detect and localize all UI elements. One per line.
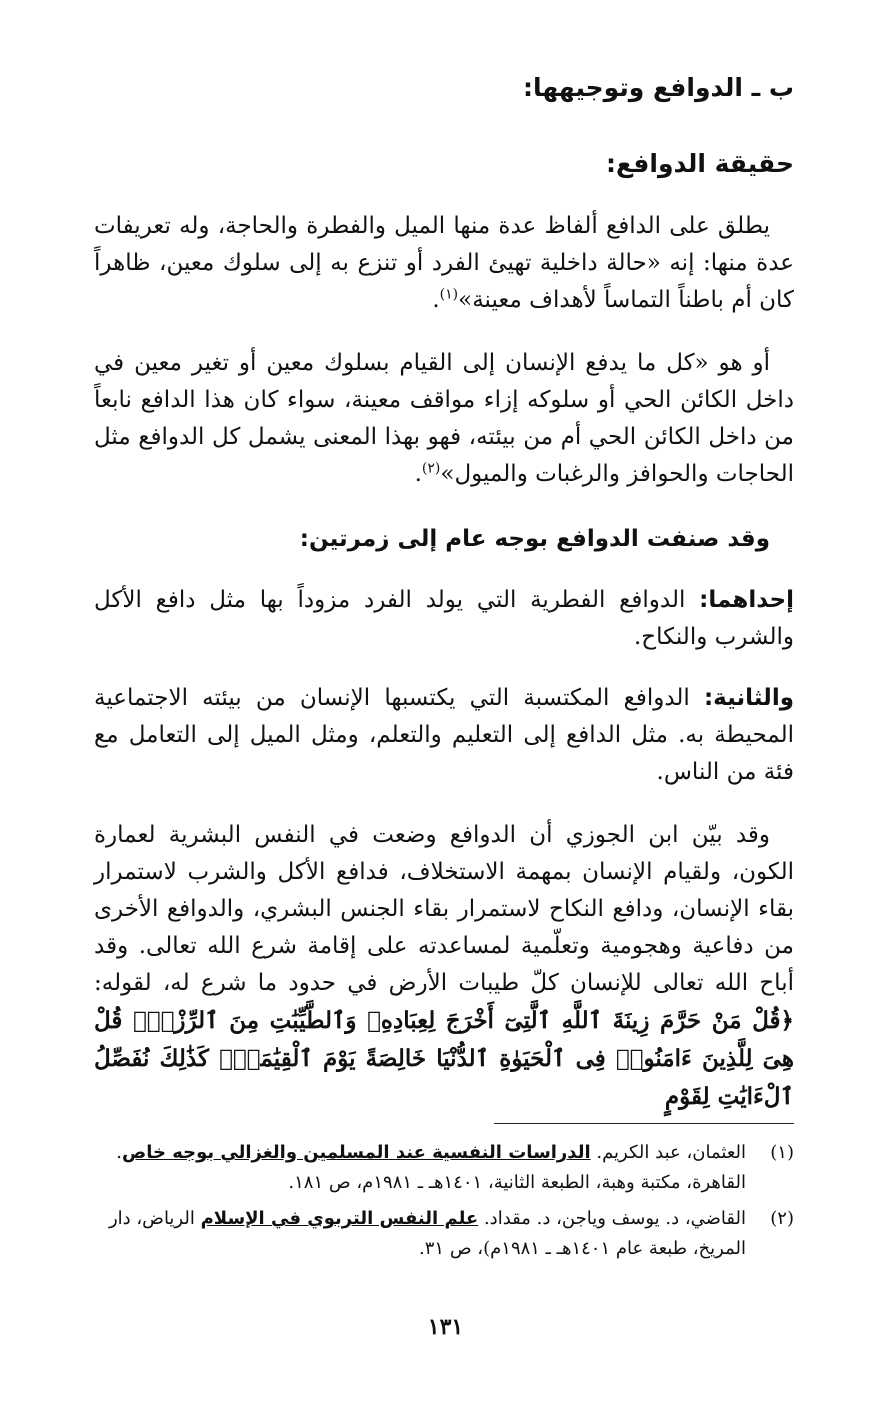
footnote-book-title: الدراسات النفسية عند المسلمين والغزالي بوجه خاص — [122, 1142, 591, 1163]
footnote-text — [94, 1138, 746, 1198]
item-text-first: الدوافع الفطرية التي يولد الفرد مزوداً بها مثل دافع الأكل والشرب والنكاح. — [94, 587, 794, 650]
footnote-publication: . القاهرة، مكتبة وهبة، الطبعة الثانية، ١٤٠١هـ ـ ١٩٨١م، ص ١٨١. — [116, 1142, 746, 1193]
list-item-innate — [94, 582, 794, 656]
list-item-acquired — [94, 680, 794, 791]
paragraph-definition-2-end: . — [414, 461, 422, 487]
footnote-ref-2: (٢) — [421, 460, 441, 477]
footnote-number: (٢) — [770, 1208, 794, 1229]
paragraph-definition-end: . — [432, 287, 440, 313]
item-term-second: والثانية: — [703, 685, 794, 711]
paragraph-definition-text: يطلق على الدافع ألفاظ عدة منها الميل والفطرة والحاجة، وله تعريفات عدة منها: إنه «حالة داخلية تهيئ الفرد أو تنزع به إلى سلوك معين، ظاهراً كان أم باطناً التماساً لأهداف معينة» — [94, 213, 794, 313]
paragraph-definition-2 — [94, 345, 794, 493]
footnote-number: (١) — [770, 1142, 794, 1163]
footnote-2 — [94, 1204, 794, 1264]
footnote-author: العثمان، عبد الكريم. — [590, 1142, 746, 1163]
item-text-second: الدوافع المكتسبة التي يكتسبها الإنسان من بيئته الاجتماعية المحيطة به. مثل الدافع إلى التعليم والتعلم، ومثل الميل إلى التعامل مع فئة من الناس. — [94, 685, 794, 785]
footnote-divider — [494, 1123, 794, 1124]
footnote-book-title: علم النفس التربوي في الإسلام — [200, 1208, 479, 1229]
item-term-first: إحداهما: — [699, 587, 794, 613]
footnote-text — [94, 1204, 746, 1264]
page-number: ١٣١ — [427, 1314, 464, 1340]
footnote-1 — [94, 1138, 794, 1198]
paragraph-ibn-aljawzi-text: وقد بيّن ابن الجوزي أن الدوافع وضعت في النفس البشرية لعمارة الكون، ولقيام الإنسان بمهمة الاستخلاف، فدافع الأكل والشرب لاستمرار بقاء الإنسان، ودافع النكاح لاستمرار بقاء الجنس البشري، والدوافع الأخرى من دفاعية وهجومية وتعلّمية لمساعدته على إقامة شرع الله تعالى. وقد أباح الله تعالى للإنسان كلّ طيبات الأرض في حدود ما شرع له، لقوله: — [94, 822, 794, 996]
paragraph-ibn-aljawzi — [94, 817, 794, 1116]
footnote-publication: الرياض، دار المريخ، طبعة عام ١٤٠١هـ ـ ١٩٨١م)، ص ٣١. — [108, 1208, 746, 1259]
section-heading: ب ـ الدوافع وتوجيهها: — [523, 73, 794, 102]
paragraph-definition-2-text: أو هو «كل ما يدفع الإنسان إلى القيام بسلوك معين أو تغير معين في داخل الكائن الحي أو سلوكه إزاء مواقف معينة، سواء كان هذا الدافع نابعاً من داخل الكائن الحي أم من بيئته، فهو بهذا المعنى يشمل كل الدوافع مثل الحاجات والحوافز والرغبات والميول» — [94, 350, 794, 487]
paragraph-definition — [94, 208, 794, 319]
sub-heading: حقيقة الدوافع: — [605, 149, 794, 178]
page-body — [94, 70, 794, 1116]
quran-verse: ﴿قُلْ مَنْ حَرَّمَ زِينَةَ ٱللَّهِ ٱلَّتِىٓ أَخْرَجَ لِعِبَادِهِۦ وَٱلطَّيِّبَٰتِ مِنَ ٱلرِّزْقِۚ قُلْ هِىَ لِلَّذِينَ ءَامَنُوا۟ فِى ٱلْحَيَوٰةِ ٱلدُّنْيَا خَالِصَةً يَوْمَ ٱلْقِيَٰمَةِۗ كَذَٰلِكَ نُفَصِّلُ ٱلْءَايَٰتِ لِقَوْمٍ — [94, 1007, 794, 1110]
classification-lead: وقد صنفت الدوافع بوجه عام إلى زمرتين: — [299, 526, 770, 552]
footnote-ref-1: (١) — [439, 286, 459, 303]
footnotes — [94, 1138, 794, 1270]
footnote-author: القاضي، د. يوسف وياجن، د. مقداد. — [478, 1208, 746, 1229]
